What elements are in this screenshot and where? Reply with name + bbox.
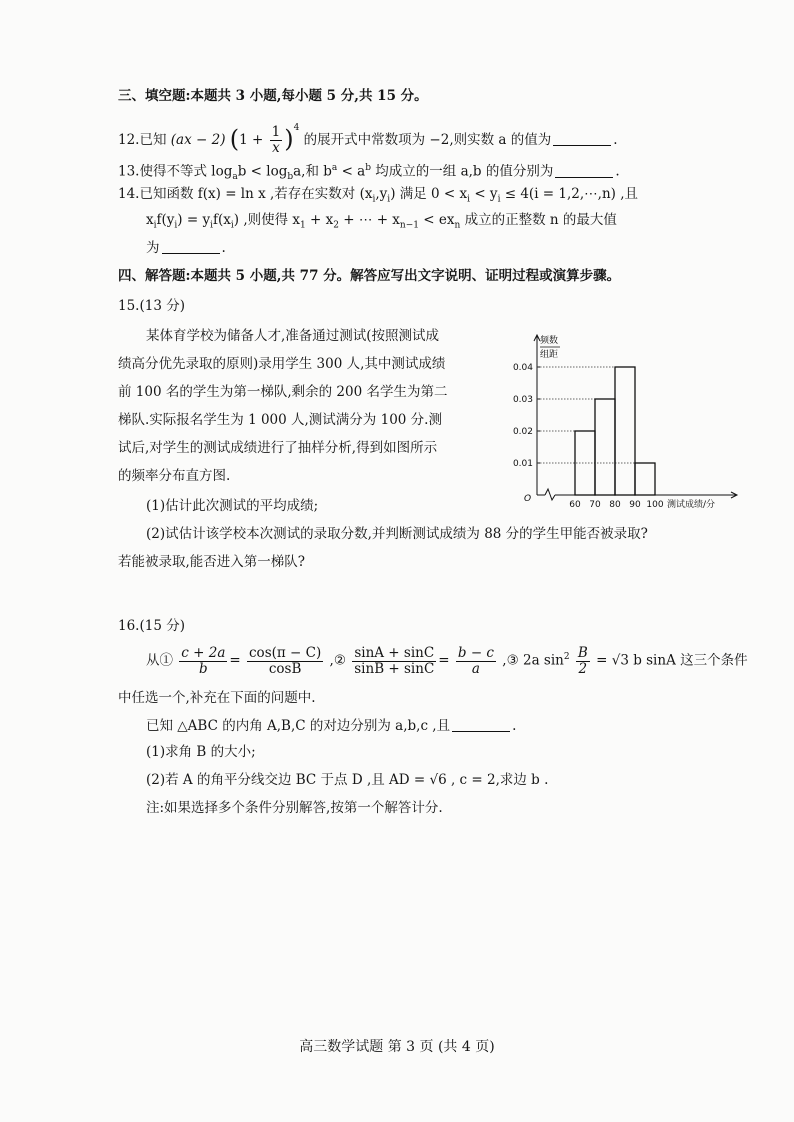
q16-part1: (1)求角 B 的大小; [146, 744, 256, 760]
answer-blank-16 [452, 717, 510, 732]
q15-para-line: 梯队.实际报名学生为 1 000 人,测试满分为 100 分.测 [118, 412, 442, 428]
question-14-line3: 为 . [146, 240, 226, 256]
q15-para-line: 某体育学校为储备人才,准备通过测试(按照测试成 [146, 328, 440, 344]
y-tick-label: 0.04 [512, 363, 533, 373]
section4-heading: 四、解答题:本题共 5 小题,共 77 分。解答应写出文字说明、证明过程或演算步骤。 [118, 268, 621, 284]
origin-label: O [524, 494, 532, 504]
axis-break [545, 489, 555, 500]
frequency-histogram [507, 325, 747, 510]
q15-part2-cont: 若能被录取,能否进入第一梯队? [118, 554, 306, 570]
histogram-bar [635, 463, 655, 495]
question-13: 13.使得不等式 $\log_ab < \log_ba$,和 $b^a < a^b$ 均成立的一组 a,b 的值分别为 . [118, 163, 620, 183]
y-axis-label-numerator: 频数 [540, 336, 559, 346]
question-14-line1: 14.已知函数 f(x) = ln x ,若存在实数对 $(x_i,y_i)$ 满足 $0 < x_i < y_i \le 4(i$ = 1,2,⋯,n) ,且 [118, 186, 639, 205]
x-tick-label: 90 [629, 500, 641, 510]
question-12: 12.已知 (ax − 2) (1 + $\frac{1}{x}$ )$^4$ 的展开式中常数项为 −2,则实数 a 的值为 . [118, 123, 618, 156]
y-tick-label: 0.01 [512, 459, 533, 469]
answer-blank-13 [555, 163, 613, 178]
q16-line3: 已知 △ABC 的内角 A,B,C 的对边分别为 a,b,c ,且 . [146, 718, 517, 734]
question-16-header: 16.(15 分) [118, 618, 185, 634]
q15-part1: (1)估计此次测试的平均成绩; [146, 498, 319, 514]
answer-blank-14 [162, 239, 220, 254]
q15-para-line: 绩高分优先录取的原则)录用学生 300 人,其中测试成绩 [118, 356, 446, 372]
q15-para-line: 的频率分布直方图. [118, 468, 231, 484]
q16-part2: (2)若 A 的角平分线交边 BC 于点 D ,且 AD = √6 , c = 2,求边 b . [146, 772, 549, 788]
y-tick-label: 0.03 [512, 395, 533, 405]
y-tick-label: 0.02 [512, 427, 533, 437]
q16-conditions: 从① $\frac{c + 2a}{b}$ = $\frac{\cos(\pi - C)}{\cos B}$ ,② $\frac{\sin A + \sin C}{\sin B + \sin C}$ = $\frac{b - c}{a}$ ,③ 2a $\sin^2$ $\frac{B}{2}$ = √3 b sinA 这三个条件 [146, 644, 748, 677]
y-axis-label-denominator: 组距 [540, 350, 559, 360]
x-tick-label: 80 [609, 500, 621, 510]
x-tick-label: 70 [589, 500, 601, 510]
page-footer: 高三数学试题 第 3 页 (共 4 页) [299, 1039, 495, 1055]
x-tick-label: 100 [646, 500, 664, 510]
x-axis-label: 测试成绩/分 [667, 500, 716, 510]
q16-note: 注:如果选择多个条件分别解答,按第一个解答计分. [146, 800, 443, 816]
q16-line2: 中任选一个,补充在下面的问题中. [118, 690, 316, 706]
x-tick-label: 60 [569, 500, 581, 510]
answer-blank-12 [553, 131, 611, 146]
histogram-bar [615, 367, 635, 495]
q15-para-line: 试后,对学生的测试成绩进行了抽样分析,得到如图所示 [118, 440, 438, 456]
q15-para-line: 前 100 名的学生为第一梯队,剩余的 200 名学生为第二 [118, 384, 448, 400]
histogram-bar [595, 399, 615, 495]
question-15-header: 15.(13 分) [118, 298, 185, 314]
q15-part2: (2)试估计该学校本次测试的录取分数,并判断测试成绩为 88 分的学生甲能否被录取? [146, 526, 648, 542]
section3-heading: 三、填空题:本题共 3 小题,每小题 5 分,共 15 分。 [118, 88, 428, 104]
question-14-line2: $x_if(y_i) = y_if(x_i)$ ,则使得 $x_1 + x_2$ + ⋯ + $x_{n-1} < ex_n$ 成立的正整数 n 的最大值 [146, 212, 617, 231]
